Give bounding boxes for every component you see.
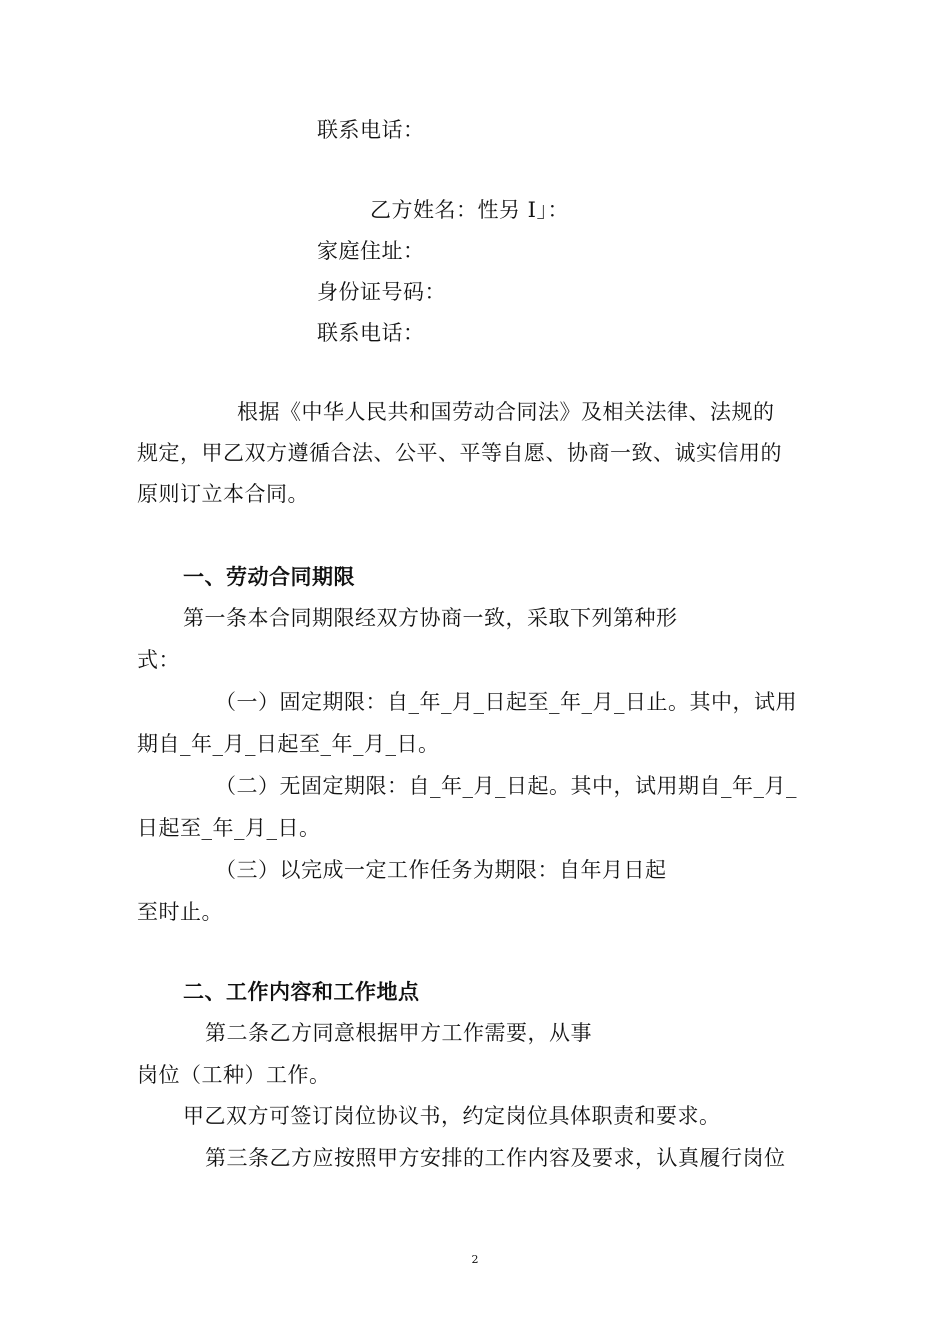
section-1-line: （三）以完成一定工作任务为期限：自年月日起 — [215, 858, 667, 882]
section-1-line: 日起至_年_月_日。 — [137, 816, 321, 840]
party-a-phone-label: 联系电话： — [317, 118, 425, 142]
section-1-line: 至时止。 — [137, 900, 223, 924]
page-number: 2 — [471, 1253, 479, 1266]
section-2-line: 岗位（工种）工作。 — [137, 1063, 331, 1087]
preamble-line: 规定，甲乙双方遵循合法、公平、平等自愿、协商一致、诚实信用的 — [137, 441, 782, 465]
section-2-line: 第二条乙方同意根据甲方工作需要，从事 — [205, 1021, 592, 1045]
section-1-line: （一）固定期限：自_年_月_日起至_年_月_日止。其中，试用 — [215, 690, 797, 714]
section-1-line: 第一条本合同期限经双方协商一致，采取下列第种形 — [183, 606, 678, 630]
section-1-heading: 一、劳动合同期限 — [183, 565, 355, 589]
section-2-line: 第三条乙方应按照甲方安排的工作内容及要求，认真履行岗位 — [205, 1146, 786, 1170]
party-b-id-label: 身份证号码： — [317, 280, 446, 304]
section-1-line: 式： — [137, 648, 180, 672]
preamble-line: 根据《中华人民共和国劳动合同法》及相关法律、法规的 — [237, 400, 775, 424]
preamble-line: 原则订立本合同。 — [137, 482, 309, 506]
section-1-line: 期自_年_月_日起至_年_月_日。 — [137, 732, 440, 756]
section-2-line: 甲乙双方可签订岗位协议书，约定岗位具体职责和要求。 — [183, 1104, 721, 1128]
section-1-line: （二）无固定期限：自_年_月_日起。其中，试用期自_年_月_ — [215, 774, 797, 798]
party-b-phone-label: 联系电话： — [317, 321, 425, 345]
section-2-heading: 二、工作内容和工作地点 — [183, 980, 420, 1004]
party-b-address-label: 家庭住址： — [317, 239, 425, 263]
party-b-name-gender-line: 乙方姓名：性另 I」： — [370, 198, 569, 222]
